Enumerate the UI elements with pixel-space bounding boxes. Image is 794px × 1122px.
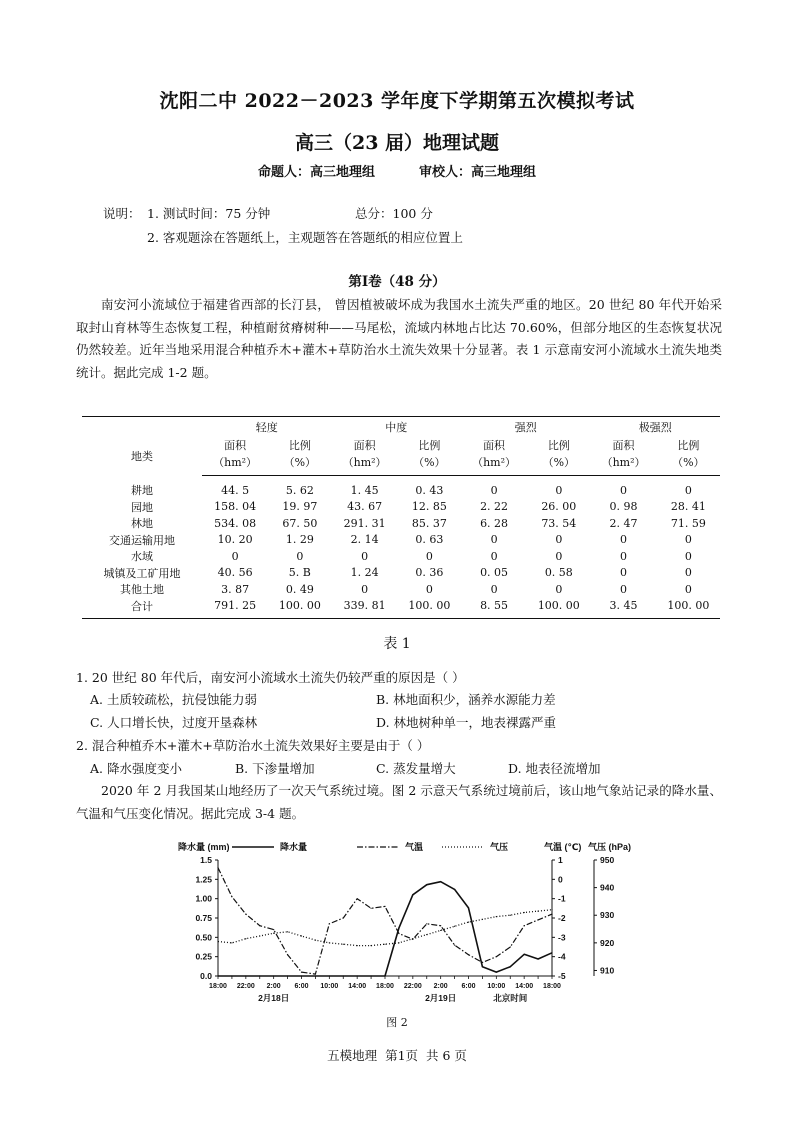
notes-item-1: 1. 测试时间：75 分钟 bbox=[147, 206, 271, 221]
pressure-tick-label: 940 bbox=[600, 882, 615, 893]
series-point-降水量 bbox=[468, 907, 469, 908]
date-label: 2月19日 bbox=[425, 993, 457, 1003]
series-point-降水量 bbox=[412, 894, 413, 895]
y-tick-label: 1.25 bbox=[195, 874, 212, 885]
question-2-option-b: B. 下渗量增加 bbox=[235, 761, 315, 776]
page-footer bbox=[0, 1046, 794, 1064]
series-point-降水量 bbox=[259, 975, 260, 976]
series-point-降水量 bbox=[217, 975, 218, 976]
x-tick-label: 2:00 bbox=[266, 983, 281, 990]
notes-score: 总分：100 分 bbox=[355, 206, 433, 221]
section-title: 第Ⅰ卷（48 分） bbox=[348, 274, 446, 290]
col-area: 面积 bbox=[612, 439, 635, 452]
table-row bbox=[82, 565, 720, 582]
series-point-降水量 bbox=[482, 966, 483, 967]
value-cell: 2. 22 bbox=[480, 500, 509, 514]
temperature-axis-title: 气温 (℃) bbox=[544, 842, 582, 852]
temp-tick-label: 1 bbox=[558, 855, 563, 865]
series-point-气压 bbox=[551, 909, 552, 910]
pressure-tick-label: 920 bbox=[600, 937, 615, 948]
series-point-降水量 bbox=[384, 975, 385, 976]
y-tick-label: 1.00 bbox=[195, 893, 212, 904]
value-cell: 0 bbox=[361, 549, 369, 563]
temp-tick-label: -5 bbox=[558, 971, 566, 981]
value-cell: 28. 41 bbox=[670, 500, 706, 514]
y-tick-label: 0.25 bbox=[195, 951, 212, 962]
value-cell: 85. 37 bbox=[411, 516, 447, 530]
series-point-降水量 bbox=[315, 975, 316, 976]
temp-tick-label: -2 bbox=[558, 913, 566, 923]
series-point-降水量 bbox=[426, 884, 427, 885]
question-2-option-d: D. 地表径流增加 bbox=[508, 761, 601, 776]
value-cell: 0 bbox=[425, 582, 433, 596]
series-point-气温 bbox=[217, 867, 218, 868]
table-row bbox=[82, 532, 720, 549]
table-row bbox=[82, 515, 720, 532]
legend-label: 降水量 bbox=[280, 842, 308, 852]
pressure-tick-label: 930 bbox=[600, 910, 615, 921]
value-cell: 339. 81 bbox=[331, 598, 397, 619]
x-tick-label: 6:00 bbox=[294, 983, 309, 990]
series-point-气压 bbox=[524, 912, 525, 913]
series-point-气温 bbox=[245, 914, 246, 915]
series-point-降水量 bbox=[287, 975, 288, 976]
series-point-气压 bbox=[343, 944, 344, 945]
col-ratio: 比例 bbox=[418, 439, 441, 452]
series-point-降水量 bbox=[329, 975, 330, 976]
series-point-降水量 bbox=[496, 972, 497, 973]
series-point-气压 bbox=[468, 922, 469, 923]
series-point-气压 bbox=[231, 942, 232, 943]
question-1-option-d: D. 林地树种单一，地表裸露严重 bbox=[376, 715, 557, 730]
legend-label: 气温 bbox=[405, 842, 424, 852]
series-point-气压 bbox=[496, 916, 497, 917]
value-cell: 1. 29 bbox=[285, 533, 314, 547]
question-2-option-a: A. 降水强度变小 bbox=[90, 761, 182, 776]
series-point-气温 bbox=[510, 946, 511, 947]
temp-tick-label: -1 bbox=[558, 893, 566, 904]
value-cell: 0 bbox=[490, 483, 498, 497]
series-point-气压 bbox=[217, 941, 218, 942]
value-cell: 0 bbox=[620, 483, 628, 497]
author: 命题人：高三地理组 bbox=[257, 165, 375, 180]
value-cell: 791. 25 bbox=[202, 598, 268, 619]
series-point-气温 bbox=[482, 962, 483, 963]
value-cell: 0 bbox=[684, 533, 692, 547]
value-cell: 44. 5 bbox=[221, 483, 250, 497]
value-cell: 0. 98 bbox=[609, 500, 638, 514]
series-point-气温 bbox=[524, 925, 525, 926]
value-cell: 43. 67 bbox=[347, 500, 383, 514]
value-cell: 0 bbox=[620, 533, 628, 547]
x-axis-label: 北京时间 bbox=[493, 993, 528, 1003]
series-point-气温 bbox=[384, 906, 385, 907]
value-cell: 8. 55 bbox=[461, 598, 527, 619]
unit-ratio: （%） bbox=[527, 453, 590, 476]
series-point-气压 bbox=[315, 939, 316, 940]
series-point-气温 bbox=[357, 898, 358, 899]
series-point-降水量 bbox=[440, 881, 441, 882]
series-point-降水量 bbox=[398, 927, 399, 928]
series-point-气温 bbox=[231, 896, 232, 897]
unit-area: （hm²） bbox=[202, 453, 268, 476]
series-point-气温 bbox=[370, 908, 371, 909]
series-point-气温 bbox=[301, 972, 302, 973]
footer-subject: 五模地理 bbox=[327, 1048, 378, 1063]
series-point-气温 bbox=[343, 917, 344, 918]
series-point-气压 bbox=[537, 910, 538, 911]
value-cell: 0 bbox=[555, 533, 563, 547]
value-cell: 0 bbox=[490, 533, 498, 547]
value-cell: 0 bbox=[684, 483, 692, 497]
value-cell: 0 bbox=[490, 582, 498, 596]
value-cell: 12. 85 bbox=[411, 500, 447, 514]
notes-label: 说明： bbox=[103, 206, 141, 221]
value-cell: 0. 36 bbox=[415, 566, 444, 580]
value-cell: 100. 00 bbox=[268, 598, 331, 619]
value-cell: 2. 14 bbox=[350, 533, 379, 547]
unit-area: （hm²） bbox=[590, 453, 656, 476]
series-point-降水量 bbox=[537, 958, 538, 959]
authors-line bbox=[0, 161, 794, 180]
table-row bbox=[82, 499, 720, 516]
intro-paragraph-1: 南安河小流域位于福建省西部的长汀县， 曾因植被破坏成为我国水土流失严重的地区。20 世纪 80 年代开始采取封山育林等生态恢复工程，种植耐贫瘠树种——马尾松，流域内林地占比达 70.60%，但部分地区的生态恢复状况仍然较差。近年当地采用混合种植乔木+灌木+草防治水土流失效果十分显著。表 1 示意南安河小流域水土流失地类统计。据此完成 1-2 题。 bbox=[76, 297, 722, 380]
value-cell: 158. 04 bbox=[214, 500, 257, 514]
series-point-气压 bbox=[357, 945, 358, 946]
value-cell: 10. 20 bbox=[217, 533, 253, 547]
intro-paragraph-2: 2020 年 2 月我国某山地经历了一次天气系统过境。图 2 示意天气系统过境前后，该山地气象站记录的降水量、气温和气压变化情况。据此完成 3-4 题。 bbox=[76, 783, 722, 821]
temp-tick-label: 0 bbox=[558, 874, 563, 885]
series-point-气温 bbox=[440, 925, 441, 926]
series-point-气压 bbox=[301, 935, 302, 936]
value-cell: 0. 05 bbox=[480, 566, 509, 580]
series-point-气温 bbox=[537, 919, 538, 920]
value-cell: 0 bbox=[425, 549, 433, 563]
series-point-气温 bbox=[551, 914, 552, 915]
value-cell: 0 bbox=[296, 549, 304, 563]
table-caption: 表 1 bbox=[383, 636, 411, 652]
table-row bbox=[82, 476, 720, 499]
series-point-气温 bbox=[496, 956, 497, 957]
series-point-气温 bbox=[426, 923, 427, 924]
series-point-气压 bbox=[287, 931, 288, 932]
footer-page: 第1页 bbox=[385, 1048, 419, 1063]
pressure-tick-label: 950 bbox=[600, 855, 615, 865]
value-cell: 67. 50 bbox=[282, 516, 318, 530]
unit-ratio: （%） bbox=[398, 453, 461, 476]
value-cell: 0. 49 bbox=[285, 582, 314, 596]
question-1-option-c: C. 人口增长快，过度开垦森林 bbox=[90, 715, 258, 730]
table-row bbox=[82, 581, 720, 598]
unit-ratio: （%） bbox=[657, 453, 720, 476]
figure-caption: 图 2 bbox=[386, 1016, 408, 1029]
value-cell: 3. 45 bbox=[590, 598, 656, 619]
x-tick-label: 10:00 bbox=[320, 983, 339, 990]
value-cell: 40. 56 bbox=[217, 566, 253, 580]
value-cell: 0. 43 bbox=[415, 483, 444, 497]
series-point-气温 bbox=[329, 923, 330, 924]
value-cell: 0 bbox=[620, 582, 628, 596]
land-type-cell: 水域 bbox=[131, 550, 153, 564]
value-cell: 291. 31 bbox=[343, 516, 386, 530]
pressure-tick-label: 910 bbox=[600, 965, 615, 976]
x-tick-label: 14:00 bbox=[515, 983, 534, 990]
temp-tick-label: -4 bbox=[558, 951, 566, 962]
col-ratio: 比例 bbox=[677, 439, 700, 452]
value-cell: 19. 97 bbox=[282, 500, 318, 514]
series-point-气温 bbox=[398, 933, 399, 934]
value-cell: 100. 00 bbox=[527, 598, 590, 619]
unit-area: （hm²） bbox=[461, 453, 527, 476]
x-tick-label: 6:00 bbox=[461, 983, 476, 990]
series-point-气压 bbox=[426, 934, 427, 935]
x-tick-label: 22:00 bbox=[236, 983, 255, 990]
series-line-气温 bbox=[218, 868, 552, 974]
value-cell: 0 bbox=[490, 549, 498, 563]
series-point-降水量 bbox=[231, 975, 232, 976]
value-cell: 3. 87 bbox=[221, 582, 250, 596]
value-cell: 0 bbox=[684, 582, 692, 596]
weather-chart bbox=[170, 836, 640, 1006]
y-tick-label: 0.50 bbox=[195, 932, 212, 943]
question-1-option-a: A. 土质较疏松，抗侵蚀能力弱 bbox=[90, 692, 257, 707]
x-tick-label: 18:00 bbox=[543, 983, 561, 990]
x-tick-label: 18:00 bbox=[376, 983, 394, 990]
value-cell: 100. 00 bbox=[657, 598, 720, 619]
value-cell: 6. 28 bbox=[480, 516, 509, 530]
value-cell: 0. 58 bbox=[544, 566, 573, 580]
col-area: 面积 bbox=[483, 439, 506, 452]
soil-erosion-table bbox=[82, 416, 720, 619]
series-point-气压 bbox=[482, 919, 483, 920]
value-cell: 0 bbox=[555, 549, 563, 563]
question-1-option-b: B. 林地面积少，涵养水源能力差 bbox=[376, 692, 556, 707]
land-type-cell: 交通运输用地 bbox=[109, 533, 175, 547]
value-cell: 71. 59 bbox=[670, 516, 706, 530]
value-cell: 0 bbox=[555, 582, 563, 596]
x-tick-label: 14:00 bbox=[348, 983, 367, 990]
pressure-axis-title: 气压 (hPa) bbox=[588, 842, 632, 852]
group-mild: 轻度 bbox=[202, 417, 331, 438]
table-row bbox=[82, 548, 720, 565]
land-type-cell: 合计 bbox=[82, 598, 202, 619]
series-point-气压 bbox=[510, 915, 511, 916]
value-cell: 0 bbox=[361, 582, 369, 596]
x-tick-label: 22:00 bbox=[403, 983, 422, 990]
unit-area: （hm²） bbox=[331, 453, 397, 476]
series-point-气温 bbox=[287, 954, 288, 955]
series-point-气压 bbox=[245, 938, 246, 939]
value-cell: 5. B bbox=[288, 566, 311, 580]
legend-label: 气压 bbox=[490, 842, 509, 852]
question-2-stem: 2. 混合种植乔木+灌木+草防治水土流失效果好主要是由于（ ） bbox=[76, 738, 430, 753]
x-tick-label: 18:00 bbox=[209, 983, 227, 990]
value-cell: 0 bbox=[684, 566, 692, 580]
y-tick-label: 0.0 bbox=[200, 971, 212, 981]
value-cell: 1. 45 bbox=[350, 483, 379, 497]
left-axis-title: 降水量 (mm) bbox=[178, 842, 230, 852]
col-area: 面积 bbox=[353, 439, 376, 452]
value-cell: 1. 24 bbox=[350, 566, 379, 580]
group-moderate: 中度 bbox=[331, 417, 460, 438]
col-ratio: 比例 bbox=[547, 439, 570, 452]
series-point-气压 bbox=[454, 926, 455, 927]
series-point-气温 bbox=[315, 973, 316, 974]
series-point-气压 bbox=[398, 942, 399, 943]
x-tick-label: 10:00 bbox=[487, 983, 506, 990]
land-type-cell: 林地 bbox=[131, 517, 153, 531]
exam-subtitle: 高三（23 届）地理试题 bbox=[294, 132, 500, 154]
series-point-降水量 bbox=[301, 975, 302, 976]
group-extreme: 极强烈 bbox=[590, 417, 720, 438]
series-point-气压 bbox=[370, 945, 371, 946]
series-point-气温 bbox=[259, 925, 260, 926]
land-type-cell: 园地 bbox=[131, 500, 153, 514]
value-cell: 0 bbox=[684, 549, 692, 563]
y-tick-label: 0.75 bbox=[195, 913, 212, 923]
value-cell: 534. 08 bbox=[214, 516, 257, 530]
value-cell: 26. 00 bbox=[541, 500, 577, 514]
series-point-气压 bbox=[259, 935, 260, 936]
value-cell: 0. 63 bbox=[415, 533, 444, 547]
value-cell: 5. 62 bbox=[285, 483, 314, 497]
series-point-气压 bbox=[384, 944, 385, 945]
value-cell: 2. 47 bbox=[609, 516, 638, 530]
value-cell: 0 bbox=[620, 549, 628, 563]
col-ratio: 比例 bbox=[288, 439, 311, 452]
series-point-气压 bbox=[273, 933, 274, 934]
reviewer: 审校人：高三地理组 bbox=[419, 165, 537, 180]
series-point-气温 bbox=[454, 944, 455, 945]
group-strong: 强烈 bbox=[461, 417, 590, 438]
value-cell: 0 bbox=[620, 566, 628, 580]
y-tick-label: 1.5 bbox=[200, 855, 212, 865]
land-type-cell: 其他土地 bbox=[120, 583, 164, 597]
unit-ratio: （%） bbox=[268, 453, 331, 476]
value-cell: 73. 54 bbox=[541, 516, 577, 530]
question-2-option-c: C. 蒸发量增大 bbox=[376, 761, 456, 776]
date-label: 2月18日 bbox=[258, 993, 290, 1003]
series-point-降水量 bbox=[273, 975, 274, 976]
row-header: 地类 bbox=[131, 450, 153, 464]
series-point-气压 bbox=[412, 938, 413, 939]
land-type-cell: 城镇及工矿用地 bbox=[103, 566, 181, 580]
series-point-降水量 bbox=[357, 975, 358, 976]
series-point-气压 bbox=[329, 942, 330, 943]
table-row bbox=[82, 598, 720, 619]
series-point-降水量 bbox=[551, 952, 552, 953]
series-point-气温 bbox=[273, 929, 274, 930]
value-cell: 100. 00 bbox=[398, 598, 461, 619]
series-line-降水量 bbox=[218, 882, 552, 976]
exam-title: 沈阳二中 2022－2023 学年度下学期第五次模拟考试 bbox=[159, 90, 635, 112]
series-point-降水量 bbox=[524, 954, 525, 955]
series-point-降水量 bbox=[370, 975, 371, 976]
series-point-气压 bbox=[440, 930, 441, 931]
value-cell: 0 bbox=[231, 549, 239, 563]
temp-tick-label: -3 bbox=[558, 932, 566, 943]
value-cell: 0 bbox=[555, 483, 563, 497]
col-area: 面积 bbox=[224, 439, 247, 452]
series-point-气温 bbox=[468, 954, 469, 955]
series-point-降水量 bbox=[510, 966, 511, 967]
land-type-cell: 耕地 bbox=[131, 484, 153, 497]
series-point-降水量 bbox=[454, 889, 455, 890]
question-1-stem: 1. 20 世纪 80 年代后，南安河小流域水土流失仍较严重的原因是（ ） bbox=[76, 670, 465, 685]
footer-total: 共 6 页 bbox=[426, 1048, 467, 1063]
x-tick-label: 2:00 bbox=[433, 983, 448, 990]
series-point-降水量 bbox=[245, 975, 246, 976]
series-point-降水量 bbox=[343, 975, 344, 976]
notes-item-2: 2. 客观题涂在答题纸上，主观题答在答题纸的相应位置上 bbox=[147, 230, 463, 245]
